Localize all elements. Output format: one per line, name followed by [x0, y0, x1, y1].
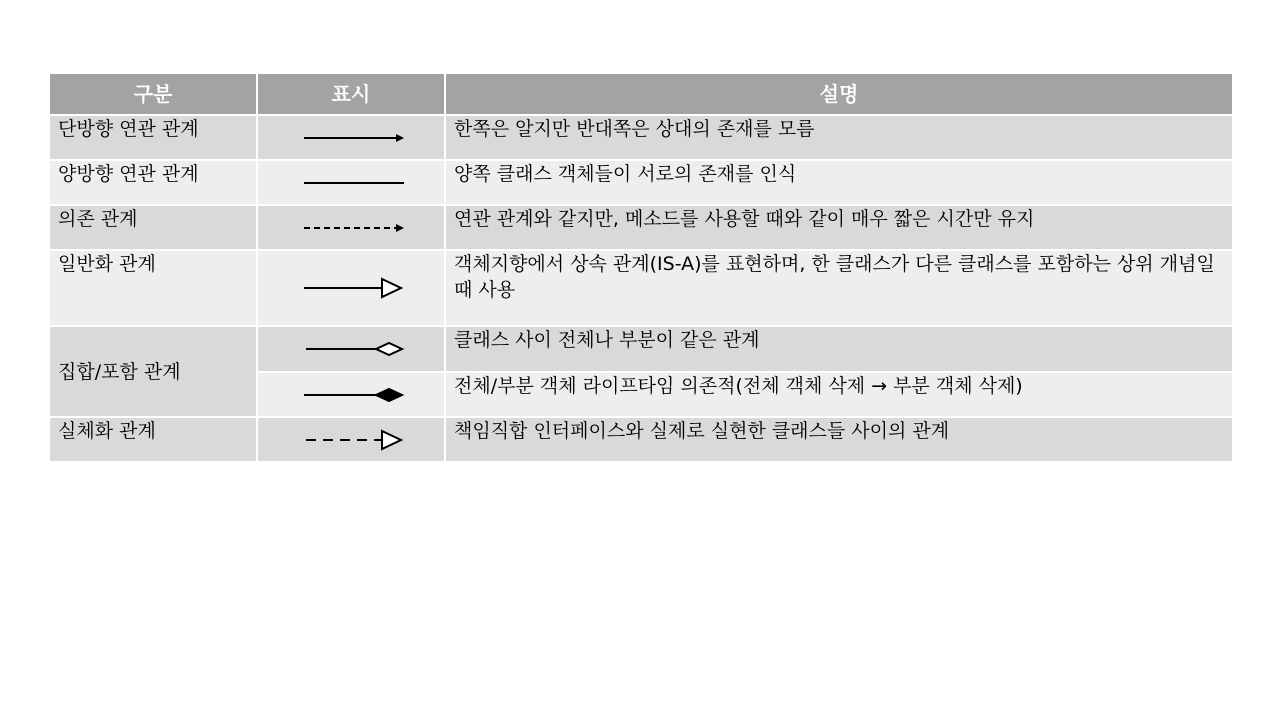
row-description: 한쪽은 알지만 반대쪽은 상대의 존재를 모름 — [445, 115, 1233, 160]
header-category: 구분 — [49, 73, 257, 115]
table-row — [49, 160, 1233, 205]
solid-arrow-icon — [257, 115, 445, 160]
hollow-diamond-icon — [257, 326, 445, 372]
row-category: 집합/포함 관계 — [49, 326, 257, 417]
row-description: 연관 관계와 같지만, 메소드를 사용할 때와 같이 매우 짧은 시간만 유지 — [445, 205, 1233, 250]
dashed-hollow-triangle-icon — [257, 417, 445, 462]
solid-line-icon — [257, 160, 445, 205]
table-row — [49, 417, 1233, 462]
uml-relationship-table — [48, 72, 1234, 463]
row-description: 양쪽 클래스 객체들이 서로의 존재를 인식 — [445, 160, 1233, 205]
row-category: 일반화 관계 — [49, 250, 257, 326]
row-category: 실체화 관계 — [49, 417, 257, 462]
header-symbol: 표시 — [257, 73, 445, 115]
table-row — [49, 250, 1233, 326]
row-description: 클래스 사이 전체나 부분이 같은 관계 — [445, 326, 1233, 372]
table-row — [49, 326, 1233, 372]
dashed-arrow-icon — [257, 205, 445, 250]
table-row — [49, 115, 1233, 160]
row-category: 양방향 연관 관계 — [49, 160, 257, 205]
table-header-row — [49, 73, 1233, 115]
row-description: 객체지향에서 상속 관계(IS-A)를 표현하며, 한 클래스가 다른 클래스를 포함하는 상위 개념일 때 사용 — [445, 250, 1233, 326]
row-category: 단방향 연관 관계 — [49, 115, 257, 160]
row-description: 전체/부분 객체 라이프타임 의존적(전체 객체 삭제 → 부분 객체 삭제) — [445, 372, 1233, 417]
row-category: 의존 관계 — [49, 205, 257, 250]
header-description: 설명 — [445, 73, 1233, 115]
row-description: 책임직합 인터페이스와 실제로 실현한 클래스들 사이의 관계 — [445, 417, 1233, 462]
table-row — [49, 205, 1233, 250]
filled-diamond-icon — [257, 372, 445, 417]
hollow-triangle-arrow-icon — [257, 250, 445, 326]
